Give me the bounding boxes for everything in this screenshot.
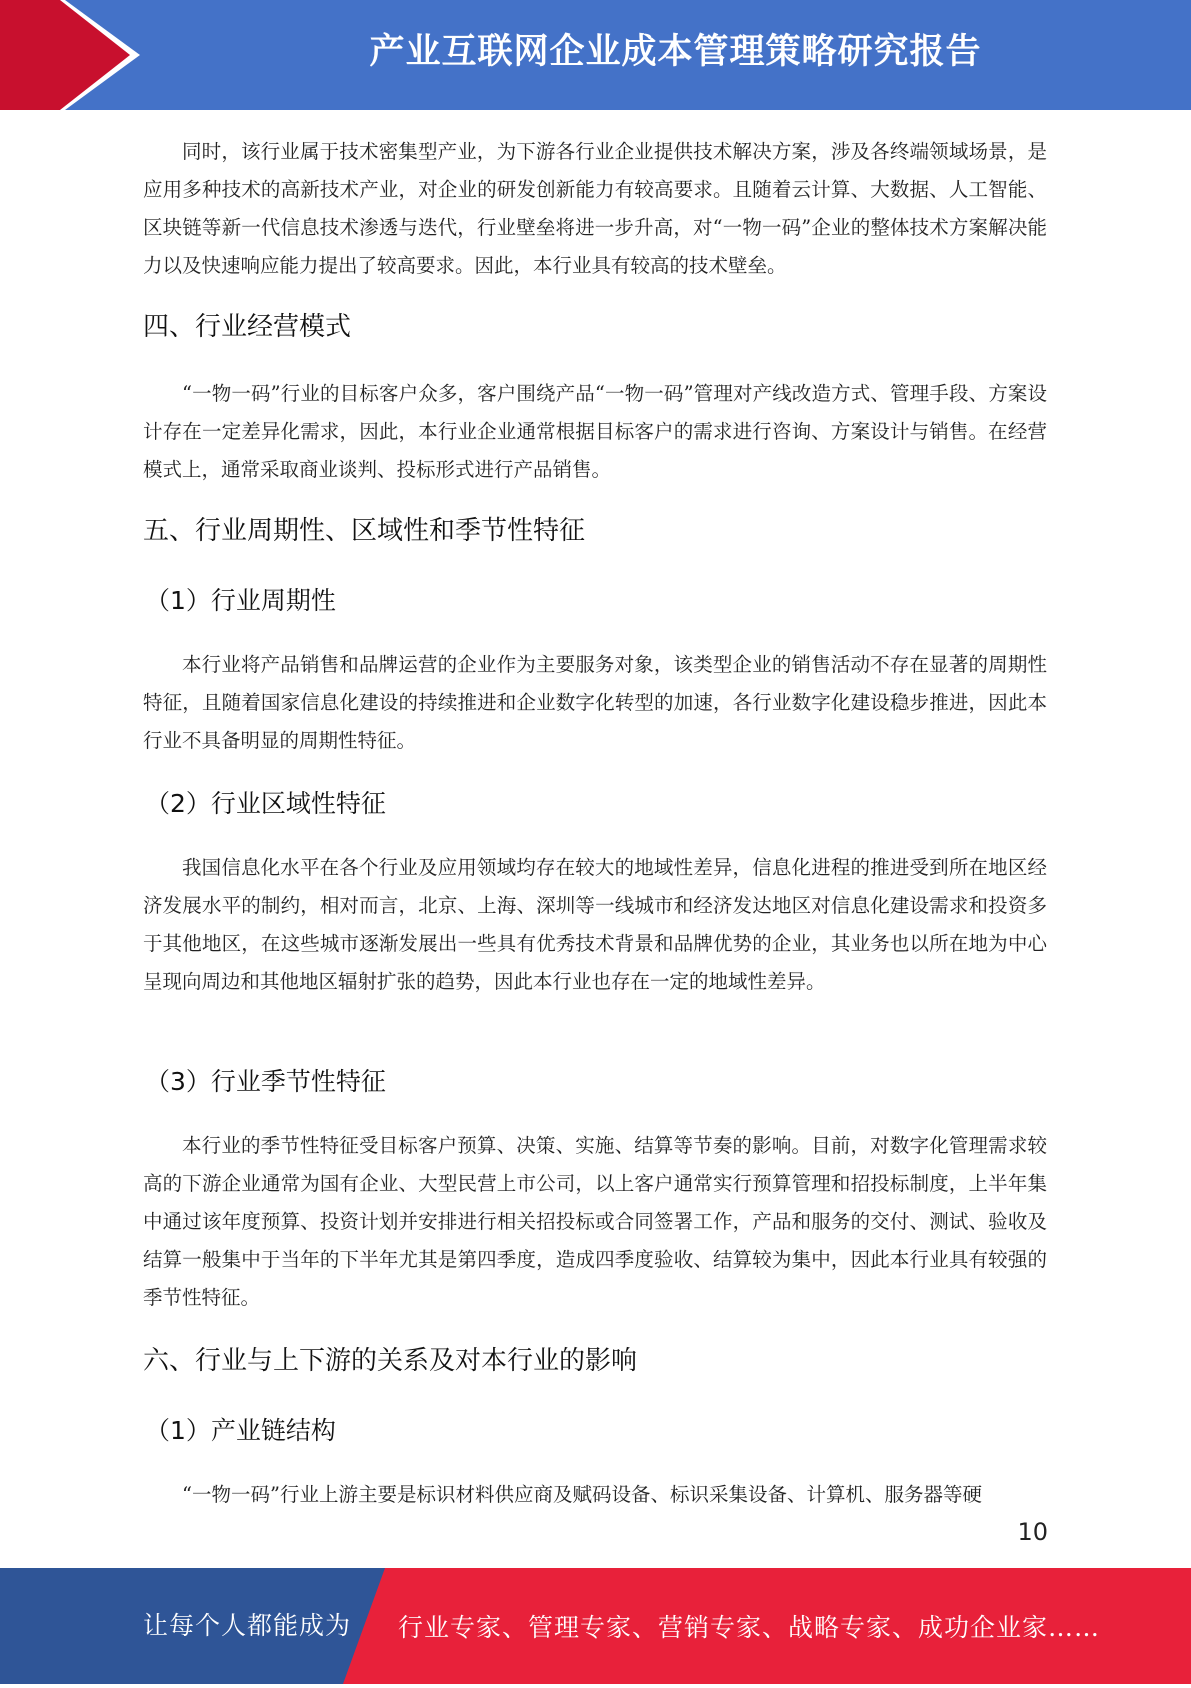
heading-industry-characteristics: 五、行业周期性、区域性和季节性特征 bbox=[143, 516, 586, 546]
paragraph-regionality: 我国信息化水平在各个行业及应用领域均存在较大的地域性差异，信息化进程的推进受到所在地区经济发展水平的制约，相对而言，北京、上海、深圳等一线城市和经济发达地区对信息化建设需求和投资多于其他地区，在这些城市逐渐发展出一些具有优秀技术背景和品牌优势的企业，其业务也以所在地为中心呈现向周边和其他地区辐射扩张的趋势，因此本行业也存在一定的地域性差异。 bbox=[143, 856, 1047, 993]
heading-business-model: 四、行业经营模式 bbox=[143, 312, 352, 342]
paragraph-business-model: “一物一码”行业的目标客户众多，客户围绕产品“一物一码”管理对产线改造方式、管理手段、方案设计存在一定差异化需求，因此，本行业企业通常根据目标客户的需求进行咨询、方案设计与销售。在经营模式上，通常采取商业谈判、投标形式进行产品销售。 bbox=[143, 382, 1047, 481]
subheading-cyclicality: （1）行业周期性 bbox=[145, 586, 336, 615]
subheading-industry-chain: （1）产业链结构 bbox=[145, 1416, 336, 1445]
report-title: 产业互联网企业成本管理策略研究报告 bbox=[369, 32, 982, 72]
footer-slogan-left: 让每个人都能成为 bbox=[143, 1611, 352, 1640]
footer-slogan-right: 行业专家、管理专家、营销专家、战略专家、成功企业家…… bbox=[398, 1613, 1101, 1642]
paragraph-cyclicality: 本行业将产品销售和品牌运营的企业作为主要服务对象，该类型企业的销售活动不存在显著的周期性特征，且随着国家信息化建设的持续推进和企业数字化转型的加速，各行业数字化建设稳步推进，因此本行业不具备明显的周期性特征。 bbox=[143, 653, 1047, 752]
heading-upstream-downstream: 六、行业与上下游的关系及对本行业的影响 bbox=[143, 1346, 638, 1376]
header-arrow-decoration bbox=[0, 0, 160, 110]
paragraph-technical-barrier: 同时，该行业属于技术密集型产业，为下游各行业企业提供技术解决方案，涉及各终端领域场景，是应用多种技术的高新技术产业，对企业的研发创新能力有较高要求。且随着云计算、大数据、人工智能、区块链等新一代信息技术渗透与迭代，行业壁垒将进一步升高，对“一物一码”企业的整体技术方案解决能力以及快速响应能力提出了较高要求。因此，本行业具有较高的技术壁垒。 bbox=[143, 140, 1047, 277]
page-footer bbox=[0, 1568, 1191, 1684]
page-number: 10 bbox=[1017, 1518, 1048, 1546]
paragraph-seasonality: 本行业的季节性特征受目标客户预算、决策、实施、结算等节奏的影响。目前，对数字化管理需求较高的下游企业通常为国有企业、大型民营上市公司，以上客户通常实行预算管理和招投标制度，上半年集中通过该年度预算、投资计划并安排进行相关招投标或合同签署工作，产品和服务的交付、测试、验收及结算一般集中于当年的下半年尤其是第四季度，造成四季度验收、结算较为集中，因此本行业具有较强的季节性特征。 bbox=[143, 1134, 1047, 1309]
subheading-seasonality: （3）行业季节性特征 bbox=[145, 1067, 386, 1096]
paragraph-industry-chain: “一物一码”行业上游主要是标识材料供应商及赋码设备、标识采集设备、计算机、服务器等硬 bbox=[182, 1483, 982, 1506]
page-header bbox=[0, 0, 1191, 110]
subheading-regionality: （2）行业区域性特征 bbox=[145, 789, 386, 818]
